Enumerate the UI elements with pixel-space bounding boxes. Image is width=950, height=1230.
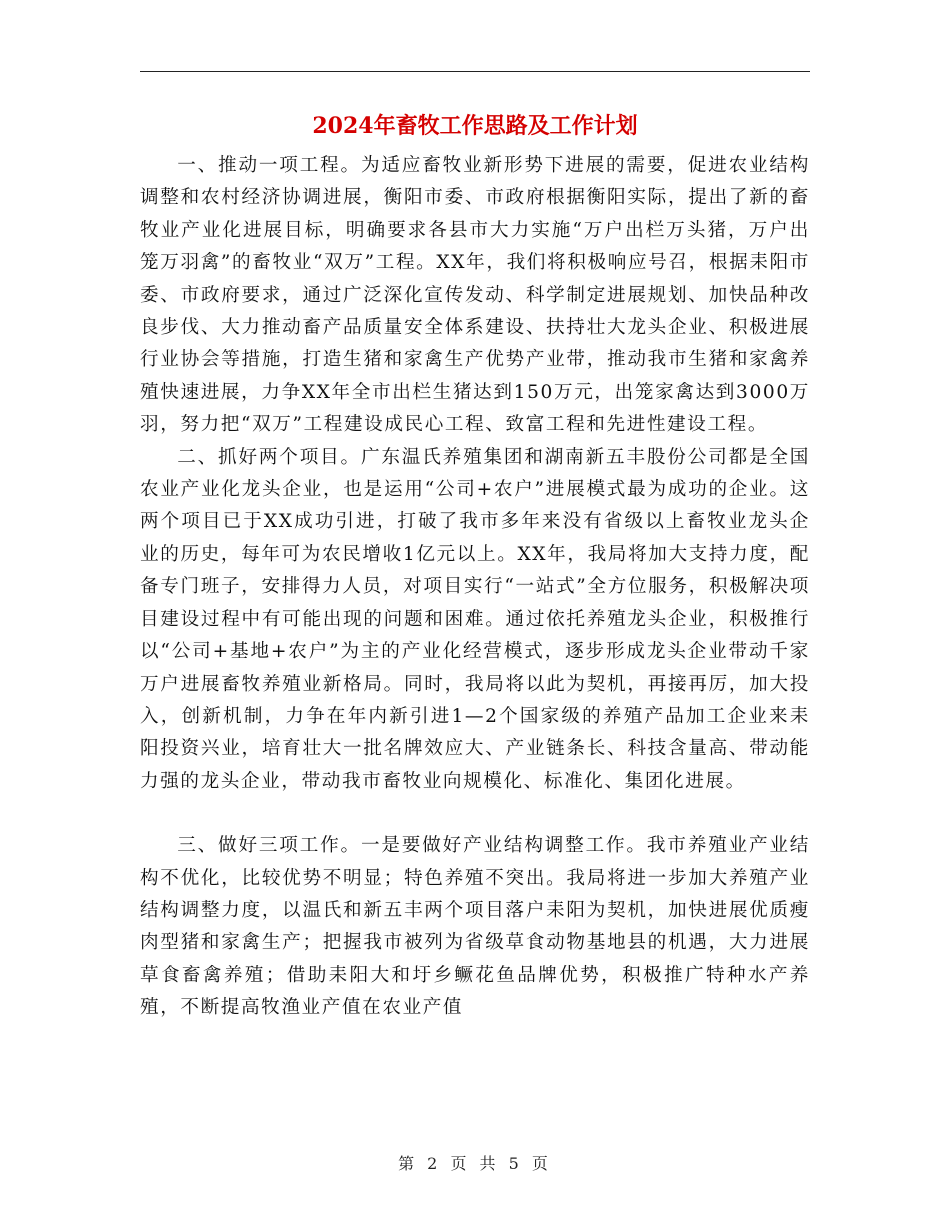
document-title: 2024年畜牧工作思路及工作计划: [312, 113, 638, 139]
paragraph-1: 一、推动一项工程。为适应畜牧业新形势下进展的需要，促进农业结构调整和农村经济协调进展，衡阳市委、市政府根据衡阳实际，提出了新的畜牧业产业化进展目标，明确要求各县市大力实施“万户出栏万头猪，万户出笼万羽禽”的畜牧业“双万”工程。XX年，我们将积极响应号召，根据耒阳市委、市政府要求，通过广泛深化宣传发动、科学制定进展规划、加快品种改良步伐、大力推动畜产品质量安全体系建设、扶持壮大龙头企业、积极进展行业协会等措施，打造生猪和家禽生产优势产业带，推动我市生猪和家禽养殖快速进展，力争XX年全市出栏生猪达到150万元，出笼家禽达到3000万羽，努力把“双万”工程建设成民心工程、致富工程和先进性建设工程。: [140, 155, 810, 436]
paragraph-3: 三、做好三项工作。一是要做好产业结构调整工作。我市养殖业产业结构不优化，比较优势不明显；特色养殖不突出。我局将进一步加大养殖产业结构调整力度，以温氏和新五丰两个项目落户耒阳为契机，加快进展优质瘦肉型猪和家禽生产；把握我市被列为省级草食动物基地县的机遇，大力进展草食畜禽养殖；借助耒阳大和圩乡鳜花鱼品牌优势，积极推广特种水产养殖，不断提高牧渔业产值在农业产值: [140, 835, 810, 1019]
page-number: 第 2 页 共 5 页: [398, 1154, 552, 1173]
paragraph-2: 二、抓好两个项目。广东温氏养殖集团和湖南新五丰股份公司都是全国农业产业化龙头企业，也是运用“公司+农户”进展模式最为成功的企业。这两个项目已于XX成功引进，打破了我市多年来没有省级以上畜牧业龙头企业的历史，每年可为农民增收1亿元以上。XX年，我局将加大支持力度，配备专门班子，安排得力人员，对项目实行“一站式”全方位服务，积极解决项目建设过程中有可能出现的问题和困难。通过依托养殖龙头企业，积极推行以“公司+基地+农户”为主的产业化经营模式，逐步形成龙头企业带动千家万户进展畜牧养殖业新格局。同时，我局将以此为契机，再接再厉，加大投入，创新机制，力争在年内新引进1—2个国家级的养殖产品加工企业来耒阳投资兴业，培育壮大一批名牌效应大、产业链条长、科技含量高、带动能力强的龙头企业，带动我市畜牧业向规模化、标准化、集团化进展。: [140, 446, 810, 792]
document-body: [140, 150, 810, 1025]
header-rule: [140, 71, 810, 72]
